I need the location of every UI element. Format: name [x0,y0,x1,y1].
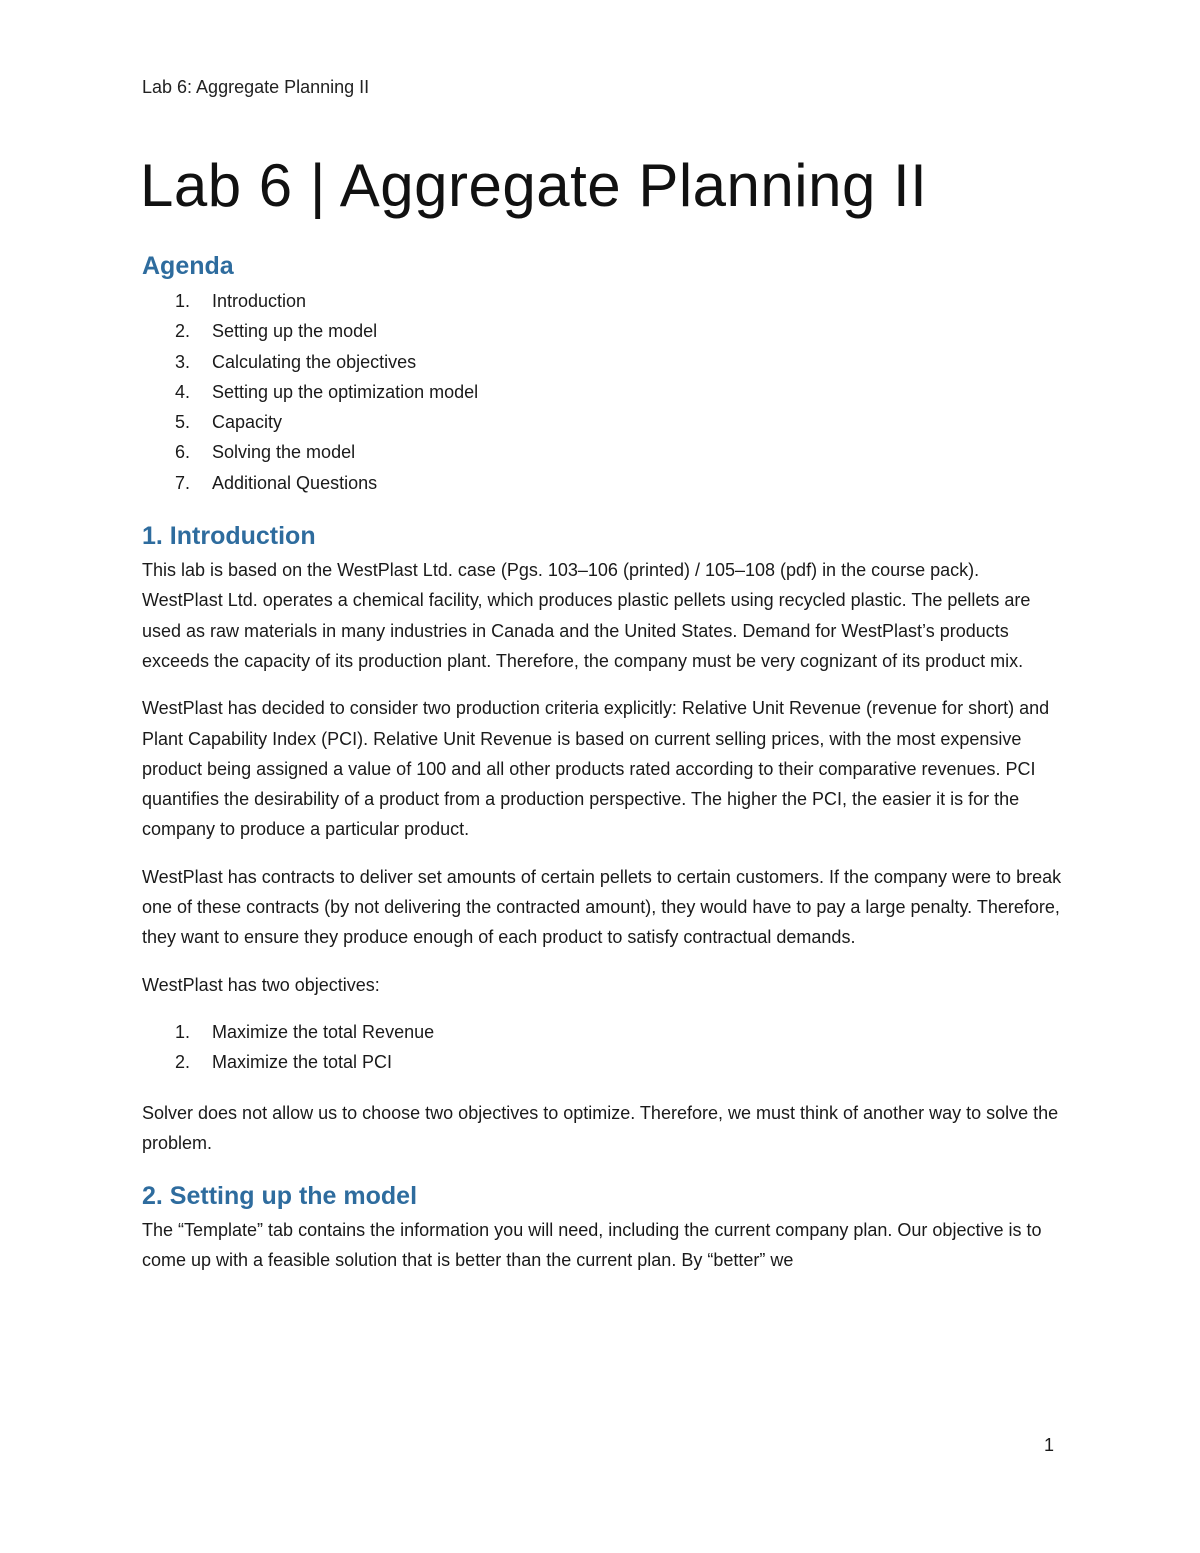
intro-paragraph-4: WestPlast has two objectives: [142,974,380,995]
agenda-item [142,286,1062,316]
page-number: 1 [1044,1435,1055,1455]
running-header: Lab 6: Aggregate Planning II [142,77,370,97]
intro-paragraph-3: WestPlast has contracts to deliver set amounts of certain pellets to certain customers. If the company were to break one of these contracts (by not delivering the contracted amount), they would have to pay a large penalty. Therefore, they want to ensure they produce enough of each product to satisfy contractual demands. [142,866,1062,948]
agenda-item [142,347,1062,377]
agenda-item-number: 4. [175,381,191,402]
agenda-item-number: 5. [175,412,191,433]
agenda-item [142,407,1062,437]
agenda-item-number: 2. [175,321,191,342]
setup-paragraph-1: The “Template” tab contains the information you will need, including the current company plan. Our objective is to come up with a feasible solution that is better than the current plan. By “better” we [142,1220,1042,1271]
agenda-item [142,468,1062,498]
objective-item-text: Maximize the total PCI [212,1052,393,1073]
objectives-list [142,1017,1062,1078]
agenda-item [142,377,1062,407]
setup-heading: 2. Setting up the model [142,1182,418,1211]
agenda-item-number: 1. [175,291,191,311]
intro-paragraph-2: WestPlast has decided to consider two production criteria explicitly: Relative Unit Revenue (revenue for short) and Plant Capability Index (PCI). Relative Unit Revenue is based on current selling prices, with the most expensive product being assigned a value of 100 and all other products rated according to their comparative revenues. PCI quantifies the desirability of a product from a production perspective. The higher the PCI, the easier it is for the company to produce a particular product. [142,698,1050,840]
introduction-heading: 1. Introduction [142,522,316,551]
document-body [142,250,1062,1276]
agenda-item [142,437,1062,467]
agenda-item-text: Setting up the optimization model [212,381,479,402]
agenda-item-text: Additional Questions [212,472,378,493]
agenda-item-number: 7. [175,472,191,493]
objective-item [142,1017,1062,1047]
agenda-item-text: Calculating the objectives [212,351,417,372]
objective-item-number: 1. [175,1021,191,1042]
objective-item-text: Maximize the total Revenue [212,1021,435,1042]
agenda-item-number: 6. [175,442,191,463]
agenda-item-number: 3. [175,351,191,372]
intro-paragraph-5: Solver does not allow us to choose two objectives to optimize. Therefore, we must think of another way to solve the problem. [142,1102,1059,1153]
objective-item [142,1047,1062,1077]
objective-item-number: 2. [175,1052,191,1073]
agenda-item-text: Capacity [212,412,283,433]
document-title: Lab 6 | Aggregate Planning II [140,152,928,219]
agenda-item [142,316,1062,346]
agenda-item-text: Introduction [212,291,307,311]
agenda-list [142,286,1062,498]
agenda-heading: Agenda [142,252,234,280]
intro-paragraph-1: This lab is based on the WestPlast Ltd. case (Pgs. 103–106 (printed) / 105–108 (pdf) in the course pack). WestPlast Ltd. operates a chemical facility, which produces plastic pellets using recycled plastic. The pellets are used as raw materials in many industries in Canada and the United States. Demand for WestPlast’s products exceeds the capacity of its production plant. Therefore, the company must be very cognizant of its product mix. [142,560,1031,671]
agenda-item-text: Solving the model [212,442,356,463]
agenda-item-text: Setting up the model [212,321,378,342]
